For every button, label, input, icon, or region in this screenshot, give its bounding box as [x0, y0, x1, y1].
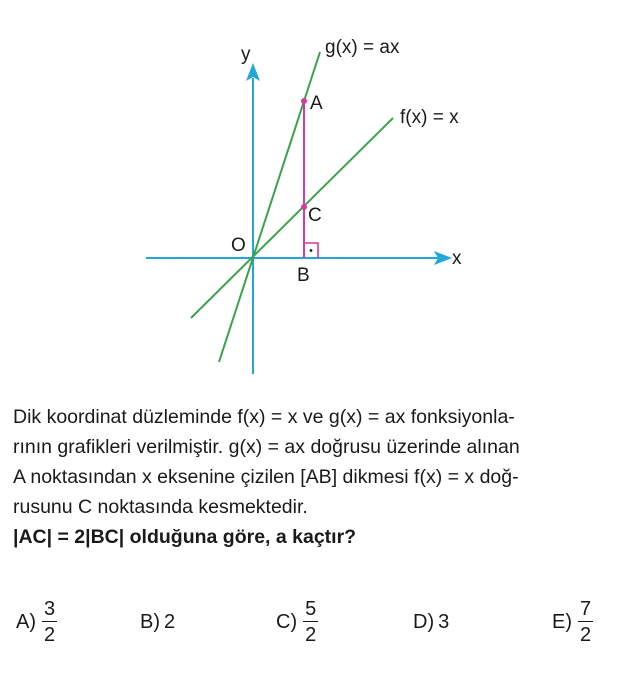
question-text [13, 402, 633, 552]
choice-e-letter: E) [552, 610, 572, 633]
choice-a[interactable] [16, 590, 57, 654]
origin-label: O [231, 235, 246, 256]
choice-d-value: 3 [438, 610, 450, 633]
choice-e[interactable] [552, 590, 593, 654]
choice-d-letter: D) [413, 610, 435, 633]
choice-b[interactable] [140, 590, 175, 654]
line-f [191, 118, 393, 318]
choice-c[interactable] [276, 590, 318, 654]
question-line-4: rusunu C noktasında kesmektedir. [13, 496, 308, 518]
axis-y-label: y [241, 44, 251, 65]
choice-a-letter: A) [16, 610, 36, 633]
choice-e-fraction [578, 597, 593, 648]
choice-c-fraction [303, 597, 318, 648]
choice-e-denominator: 2 [580, 623, 592, 646]
choice-c-letter: C) [276, 610, 298, 633]
point-a-label: A [310, 93, 323, 114]
line-f-label: f(x) = x [400, 107, 459, 128]
choice-b-letter: B) [140, 610, 160, 633]
question-prompt: |AC| = 2|BC| olduğuna göre, a kaçtır? [13, 526, 357, 548]
choice-d[interactable] [413, 590, 449, 654]
choice-a-fraction [42, 597, 57, 648]
choice-a-numerator: 3 [44, 597, 56, 620]
point-b-label: B [297, 265, 310, 286]
point-c [301, 204, 307, 210]
choice-a-denominator: 2 [44, 623, 56, 646]
choice-e-numerator: 7 [580, 597, 592, 620]
answer-choices [0, 590, 637, 670]
question-line-3: A noktasından x eksenine çizilen [AB] dikmesi f(x) = x doğ- [13, 466, 519, 488]
choice-b-value: 2 [164, 610, 176, 633]
question-line-1: Dik koordinat düzleminde f(x) = x ve g(x) = ax fonksiyonla- [13, 406, 515, 428]
choice-c-numerator: 5 [305, 597, 317, 620]
point-c-label: C [308, 205, 322, 226]
choice-c-denominator: 2 [305, 623, 317, 646]
axis-x-label: x [452, 248, 462, 269]
question-line-2: rının grafikleri verilmiştir. g(x) = ax doğrusu üzerinde alınan [13, 436, 520, 458]
right-angle-dot [310, 249, 313, 252]
point-a [301, 98, 307, 104]
line-g-label: g(x) = ax [325, 37, 400, 58]
